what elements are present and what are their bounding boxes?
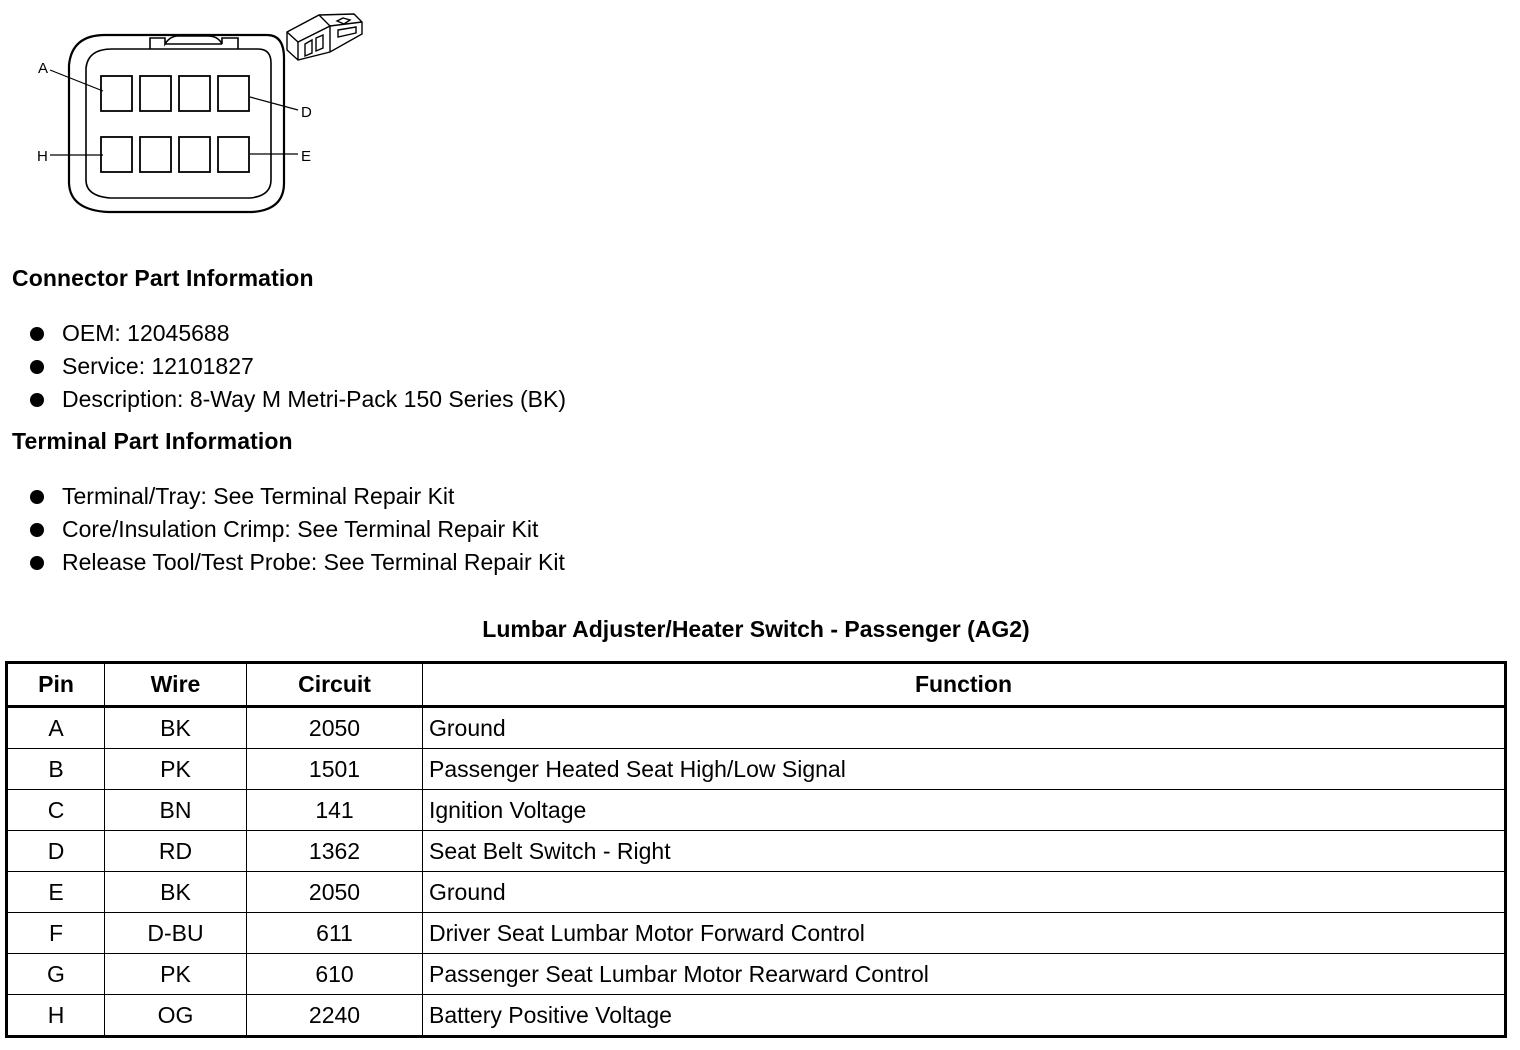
wire-cell: D-BU	[105, 913, 247, 954]
wire-cell: PK	[105, 954, 247, 995]
function-cell: Ground	[423, 707, 1506, 749]
pin-label-d: D	[301, 104, 312, 121]
pin-cell: C	[7, 790, 105, 831]
function-cell: Driver Seat Lumbar Motor Forward Control	[423, 913, 1506, 954]
connector-part-info-heading: Connector Part Information	[12, 265, 314, 291]
cavity-e	[218, 137, 249, 172]
connector-face-drawing	[0, 0, 420, 225]
table-row	[7, 707, 1506, 749]
pinout-table	[5, 661, 1507, 1038]
connector-isometric-view	[287, 14, 362, 60]
cavity-c	[179, 76, 210, 111]
table-title: Lumbar Adjuster/Heater Switch - Passenger (AG2)	[482, 616, 1030, 642]
wire-cell: OG	[105, 995, 247, 1037]
wire-cell: PK	[105, 749, 247, 790]
wire-cell: RD	[105, 831, 247, 872]
table-row	[7, 831, 1506, 872]
column-header-wire: Wire	[105, 663, 247, 707]
circuit-cell: 2050	[247, 707, 423, 749]
list-item	[28, 317, 566, 350]
circuit-cell: 2240	[247, 995, 423, 1037]
pin-label-e: E	[301, 148, 312, 165]
function-cell: Seat Belt Switch - Right	[423, 831, 1506, 872]
table-row	[7, 872, 1506, 913]
connector-lock-tab	[150, 36, 238, 49]
function-cell: Ground	[423, 872, 1506, 913]
pin-cell: B	[7, 749, 105, 790]
circuit-cell: 141	[247, 790, 423, 831]
bullet-icon	[30, 327, 44, 341]
list-item	[28, 513, 565, 546]
function-cell: Ignition Voltage	[423, 790, 1506, 831]
pin-cell: D	[7, 831, 105, 872]
bullet-icon	[30, 393, 44, 407]
function-cell: Battery Positive Voltage	[423, 995, 1506, 1037]
list-item-text: Description: 8-Way M Metri-Pack 150 Series (BK)	[62, 386, 567, 412]
pin-cell: F	[7, 913, 105, 954]
leader-line-d	[250, 97, 298, 110]
table-row	[7, 995, 1506, 1037]
list-item	[28, 350, 566, 383]
pin-cell: E	[7, 872, 105, 913]
list-item-text: Terminal/Tray: See Terminal Repair Kit	[62, 483, 455, 509]
pin-cell: G	[7, 954, 105, 995]
table-row	[7, 954, 1506, 995]
cavity-b	[140, 76, 171, 111]
function-cell: Passenger Heated Seat High/Low Signal	[423, 749, 1506, 790]
circuit-cell: 2050	[247, 872, 423, 913]
table-header-row	[7, 663, 1506, 707]
list-item-text: OEM: 12045688	[62, 320, 230, 346]
cavity-h	[101, 137, 132, 172]
table-row	[7, 790, 1506, 831]
column-header-function: Function	[423, 663, 1506, 707]
list-item	[28, 480, 565, 513]
leader-line-a	[50, 70, 103, 91]
function-cell: Passenger Seat Lumbar Motor Rearward Control	[423, 954, 1506, 995]
terminal-part-info-heading: Terminal Part Information	[12, 428, 293, 454]
bullet-icon	[30, 523, 44, 537]
column-header-circuit: Circuit	[247, 663, 423, 707]
list-item-text: Service: 12101827	[62, 353, 254, 379]
list-item	[28, 383, 566, 416]
table-row	[7, 913, 1506, 954]
connector-outer-shell	[69, 35, 284, 212]
list-item-text: Release Tool/Test Probe: See Terminal Repair Kit	[62, 549, 565, 575]
pin-cell: A	[7, 707, 105, 749]
column-header-pin: Pin	[7, 663, 105, 707]
pin-label-h: H	[37, 148, 48, 165]
cavity-f	[179, 137, 210, 172]
pin-label-a: A	[38, 60, 49, 77]
wire-cell: BK	[105, 872, 247, 913]
circuit-cell: 611	[247, 913, 423, 954]
bullet-icon	[30, 490, 44, 504]
cavity-g	[140, 137, 171, 172]
list-item-text: Core/Insulation Crimp: See Terminal Repair Kit	[62, 516, 539, 542]
list-item	[28, 546, 565, 579]
connector-diagram	[0, 0, 420, 225]
connector-inner-shell	[86, 49, 271, 198]
cavity-a	[101, 76, 132, 111]
wire-cell: BK	[105, 707, 247, 749]
pin-cell: H	[7, 995, 105, 1037]
bullet-icon	[30, 556, 44, 570]
bullet-icon	[30, 360, 44, 374]
circuit-cell: 610	[247, 954, 423, 995]
table-row	[7, 749, 1506, 790]
connector-part-info-list	[28, 317, 566, 416]
cavity-d	[218, 76, 249, 111]
circuit-cell: 1362	[247, 831, 423, 872]
circuit-cell: 1501	[247, 749, 423, 790]
terminal-part-info-list	[28, 480, 565, 579]
wire-cell: BN	[105, 790, 247, 831]
